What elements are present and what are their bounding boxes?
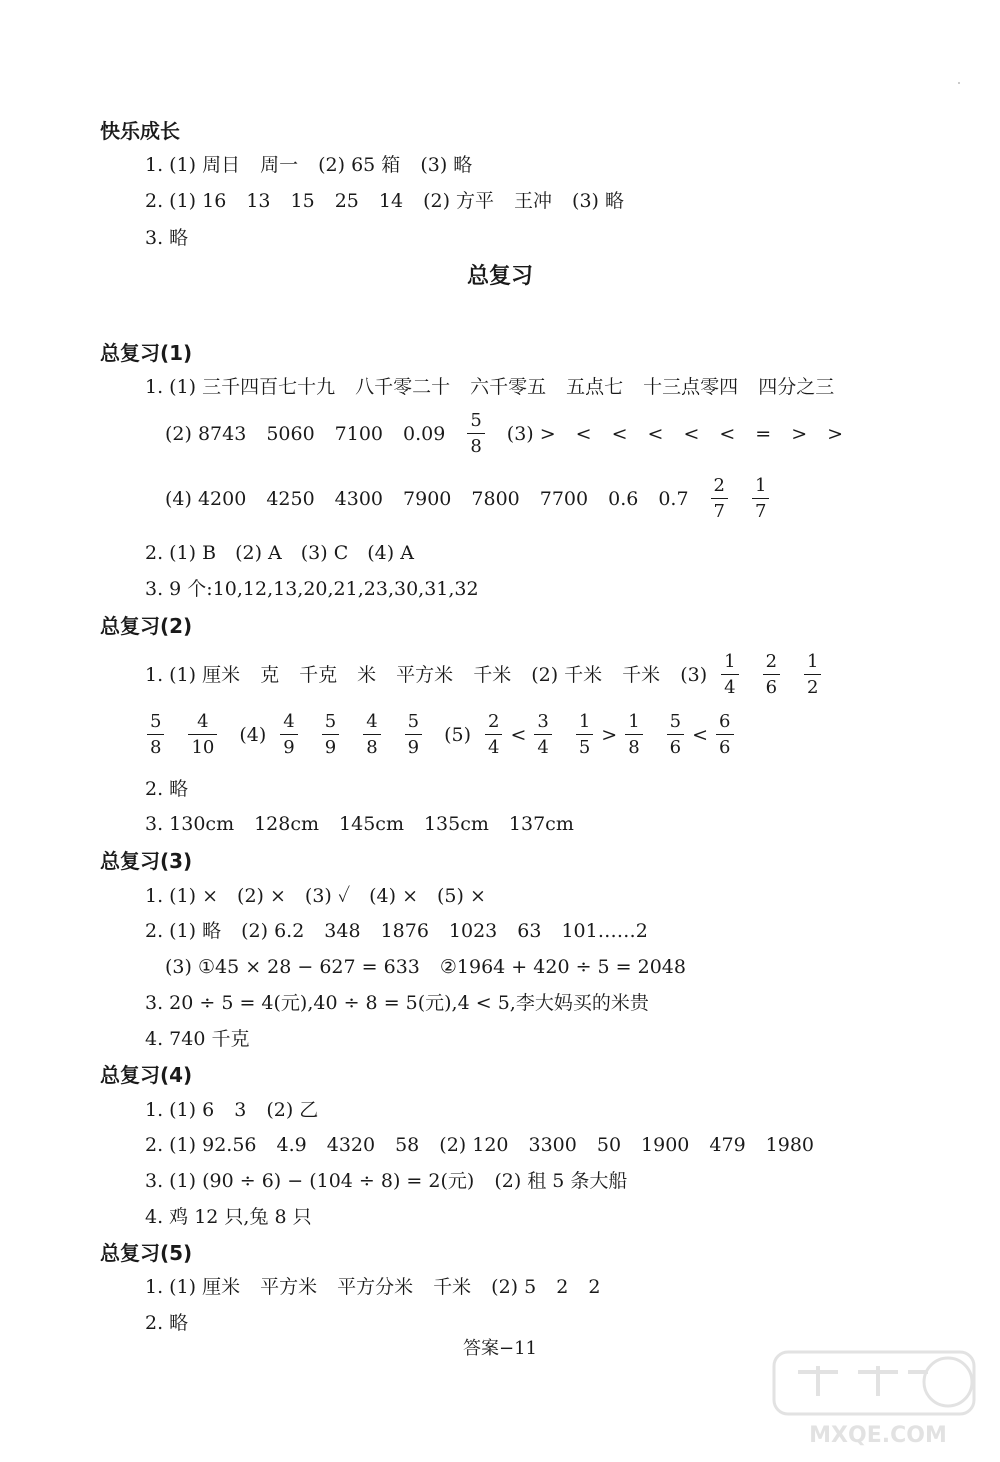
answer-line: 2. (1) B (2) A (3) C (4) A bbox=[145, 542, 414, 564]
fraction: $\frac{5}{9}$ bbox=[322, 713, 339, 757]
fraction: $\frac{4}{10}$ bbox=[188, 713, 217, 757]
answer-line: 2. (1) 92.56 4.9 4320 58 (2) 120 3300 50 1900 479 1980 bbox=[145, 1134, 815, 1156]
fraction: $\frac{1}{2}$ bbox=[804, 653, 821, 697]
fraction: $\frac{3}{4}$ bbox=[534, 713, 551, 757]
answer-line: (3) ①45 × 28 − 627 = 633 ②1964 + 420 ÷ 5 = 2048 bbox=[165, 956, 686, 978]
answer-line: 1. (1) 三千四百七十九 八千零二十 六千零五 五点七 十三点零四 四分之三 bbox=[145, 376, 835, 398]
answer-line: 1. (1) 周日 周一 (2) 65 箱 (3) 略 bbox=[145, 154, 473, 176]
fraction: $\frac{5}{9}$ bbox=[405, 713, 422, 757]
page-number: 答案−11 bbox=[463, 1338, 537, 1359]
fraction: $\frac{2}{4}$ bbox=[485, 713, 502, 757]
answer-line: 3. 130cm 128cm 145cm 135cm 137cm bbox=[145, 813, 574, 835]
section-title-review-5: 总复习(5) bbox=[100, 1241, 193, 1265]
fraction: $\frac{4}{9}$ bbox=[280, 713, 297, 757]
fraction: $\frac{5}{6}$ bbox=[667, 713, 684, 757]
fraction: $\frac{5}{8}$ bbox=[467, 412, 484, 456]
fraction: $\frac{2}{7}$ bbox=[711, 477, 728, 521]
answer-line: 3. 略 bbox=[145, 227, 189, 249]
answer-line: 1. (1) 厘米 平方米 平方分米 千米 (2) 5 2 2 bbox=[145, 1276, 601, 1298]
answer-line: 2. 略 bbox=[145, 778, 189, 800]
answer-line: (2) 8743 5060 7100 0.09 $\frac{5}{8}$ (3) > < < < < < = > > bbox=[165, 410, 844, 457]
fraction: $\frac{1}{7}$ bbox=[752, 477, 769, 521]
answer-line: 2. (1) 16 13 15 25 14 (2) 方平 王冲 (3) 略 bbox=[145, 190, 625, 212]
answer-line: 1. (1) 6 3 (2) 乙 bbox=[145, 1099, 319, 1121]
section-title-review-4: 总复习(4) bbox=[100, 1063, 193, 1087]
fraction: $\frac{4}{8}$ bbox=[363, 713, 380, 757]
fraction: $\frac{6}{6}$ bbox=[716, 713, 733, 757]
answer-line: 1. (1) 厘米 克 千克 米 平方米 千米 (2) 千米 千米 (3) $\frac{1}{4}$ $\frac{2}{6}$ $\frac{1}{2}$ bbox=[145, 653, 823, 697]
section-title-review-1: 总复习(1) bbox=[100, 341, 193, 365]
section-title-review-3: 总复习(3) bbox=[100, 849, 193, 873]
section-title-review-2: 总复习(2) bbox=[100, 614, 193, 638]
answer-line: 4. 鸡 12 只,兔 8 只 bbox=[145, 1206, 312, 1228]
fraction: $\frac{1}{4}$ bbox=[721, 653, 738, 697]
answer-line: 4. 740 千克 bbox=[145, 1028, 250, 1050]
fraction: $\frac{2}{6}$ bbox=[763, 653, 780, 697]
section-title-happy-growth: 快乐成长 bbox=[100, 119, 180, 143]
answer-line: $\frac{5}{8}$ $\frac{4}{10}$ (4) $\frac{4}{9}$ $\frac{5}{9}$ $\frac{4}{8}$ $\frac{5}{9}$ (5) $\frac{2}{4}$ < $\frac{3}{4}$ $\frac{1}{5}$ > $\frac{1}{8}$ $\frac{5}{6}$ < $\frac{6}{6}$ bbox=[145, 713, 736, 757]
fraction: $\frac{1}{8}$ bbox=[625, 713, 642, 757]
scan-speck bbox=[958, 82, 960, 84]
answer-line: 3. 20 ÷ 5 = 4(元),40 ÷ 8 = 5(元),4 < 5,李大妈买的米贵 bbox=[145, 992, 649, 1014]
fraction: $\frac{5}{8}$ bbox=[147, 713, 164, 757]
answer-line: (4) 4200 4250 4300 7900 7800 7700 0.6 0.7 $\frac{2}{7}$ $\frac{1}{7}$ bbox=[165, 477, 771, 521]
answer-line: 3. 9 个:10,12,13,20,21,23,30,31,32 bbox=[145, 578, 479, 600]
answer-line: 3. (1) (90 ÷ 6) − (104 ÷ 8) = 2(元) (2) 租 5 条大船 bbox=[145, 1170, 628, 1192]
answer-line: 2. 略 bbox=[145, 1312, 189, 1334]
page-title: 总复习 bbox=[466, 264, 533, 289]
answer-line: 2. (1) 略 (2) 6.2 348 1876 1023 63 101……2 bbox=[145, 920, 648, 942]
answer-stamp-icon bbox=[768, 1342, 988, 1452]
answer-line: 1. (1) × (2) × (3) ✓ (4) × (5) × bbox=[145, 885, 486, 907]
watermark-url: MXQE.COM bbox=[809, 1423, 947, 1448]
fraction: $\frac{1}{5}$ bbox=[576, 713, 593, 757]
